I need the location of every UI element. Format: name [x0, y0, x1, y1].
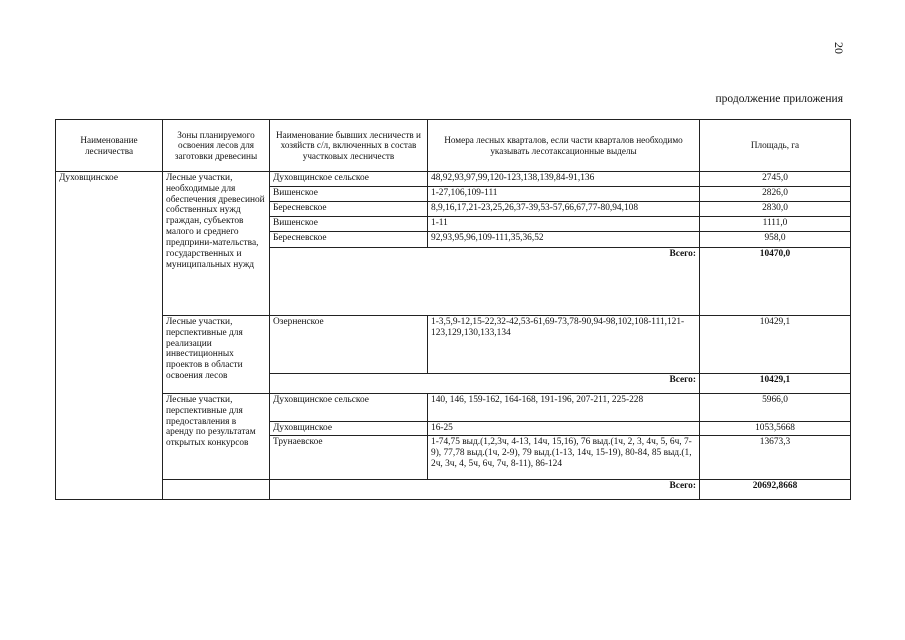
header-forestry: Наименование лесничества	[56, 120, 163, 172]
zone-cell: Лесные участки, перспективные для предоставления в аренду по результатам открытых конкурсов	[163, 394, 270, 480]
quarters-cell: 1-11	[428, 217, 700, 232]
area-cell: 13673,3	[700, 436, 851, 480]
zone-cell: Лесные участки, необходимые для обеспечения древесиной собственных нужд граждан, субъектов малого и среднего предприни-мательства, государственных и муниципальных нужд	[163, 172, 270, 316]
forest-quarters-table	[55, 119, 851, 500]
area-cell: 5966,0	[700, 394, 851, 422]
total-label: Всего:	[270, 374, 700, 394]
area-cell: 1053,5668	[700, 422, 851, 436]
total-value: 10470,0	[700, 248, 851, 316]
quarters-cell: 8,9,16,17,21-23,25,26,37-39,53-57,66,67,77-80,94,108	[428, 202, 700, 217]
table-row	[56, 394, 851, 422]
former-forestry-cell: Бересневское	[270, 232, 428, 248]
total-label: Всего:	[270, 248, 700, 316]
forestry-name-cell: Духовщинское	[56, 172, 163, 500]
table-row	[56, 172, 851, 187]
area-cell: 10429,1	[700, 316, 851, 374]
table-header-row	[56, 120, 851, 172]
quarters-cell: 1-27,106,109-111	[428, 187, 700, 202]
quarters-cell: 1-74,75 выд.(1,2,3ч, 4-13, 14ч, 15,16), 76 выд.(1ч, 2, 3, 4ч, 5, 6ч, 7-9), 77,78 выд.(1ч, 2-9), 79 выд.(1-13, 14ч, 15-19), 80-84, 85 выд.(1, 2ч, 3ч, 4, 5ч, 6ч, 7ч, 8-11), 86-124	[428, 436, 700, 480]
header-area: Площадь, га	[700, 120, 851, 172]
page-number: 20	[832, 42, 846, 54]
header-quarters: Номера лесных кварталов, если части кварталов необходимо указывать лесотаксационные выделы	[428, 120, 700, 172]
former-forestry-cell: Трунаевское	[270, 436, 428, 480]
total-value: 10429,1	[700, 374, 851, 394]
header-zones: Зоны планируемого освоения лесов для заготовки древесины	[163, 120, 270, 172]
former-forestry-cell: Духовщинское сельское	[270, 172, 428, 187]
quarters-cell: 48,92,93,97,99,120-123,138,139,84-91,136	[428, 172, 700, 187]
continuation-label: продолжение приложения	[715, 93, 843, 105]
area-cell: 2826,0	[700, 187, 851, 202]
former-forestry-cell: Вишенское	[270, 187, 428, 202]
total-label: Всего:	[270, 480, 700, 500]
former-forestry-cell: Духовщинское сельское	[270, 394, 428, 422]
area-cell: 1111,0	[700, 217, 851, 232]
area-cell: 2830,0	[700, 202, 851, 217]
zone-cell: Лесные участки, перспективные для реализации инвестиционных проектов в области освоения лесов	[163, 316, 270, 394]
total-value: 20692,8668	[700, 480, 851, 500]
quarters-cell: 1-3,5,9-12,15-22,32-42,53-61,69-73,78-90,94-98,102,108-111,121-123,129,130,133,134	[428, 316, 700, 374]
former-forestry-cell: Озерненское	[270, 316, 428, 374]
total-row	[56, 480, 851, 500]
empty-zone-cell	[163, 480, 270, 500]
quarters-cell: 140, 146, 159-162, 164-168, 191-196, 207-211, 225-228	[428, 394, 700, 422]
header-former-forestries: Наименование бывших лесничеств и хозяйств с/л, включенных в состав участковых лесничеств	[270, 120, 428, 172]
area-cell: 2745,0	[700, 172, 851, 187]
former-forestry-cell: Вишенское	[270, 217, 428, 232]
quarters-cell: 16-25	[428, 422, 700, 436]
quarters-cell: 92,93,95,96,109-111,35,36,52	[428, 232, 700, 248]
table-row	[56, 316, 851, 374]
former-forestry-cell: Бересневское	[270, 202, 428, 217]
former-forestry-cell: Духовщинское	[270, 422, 428, 436]
area-cell: 958,0	[700, 232, 851, 248]
